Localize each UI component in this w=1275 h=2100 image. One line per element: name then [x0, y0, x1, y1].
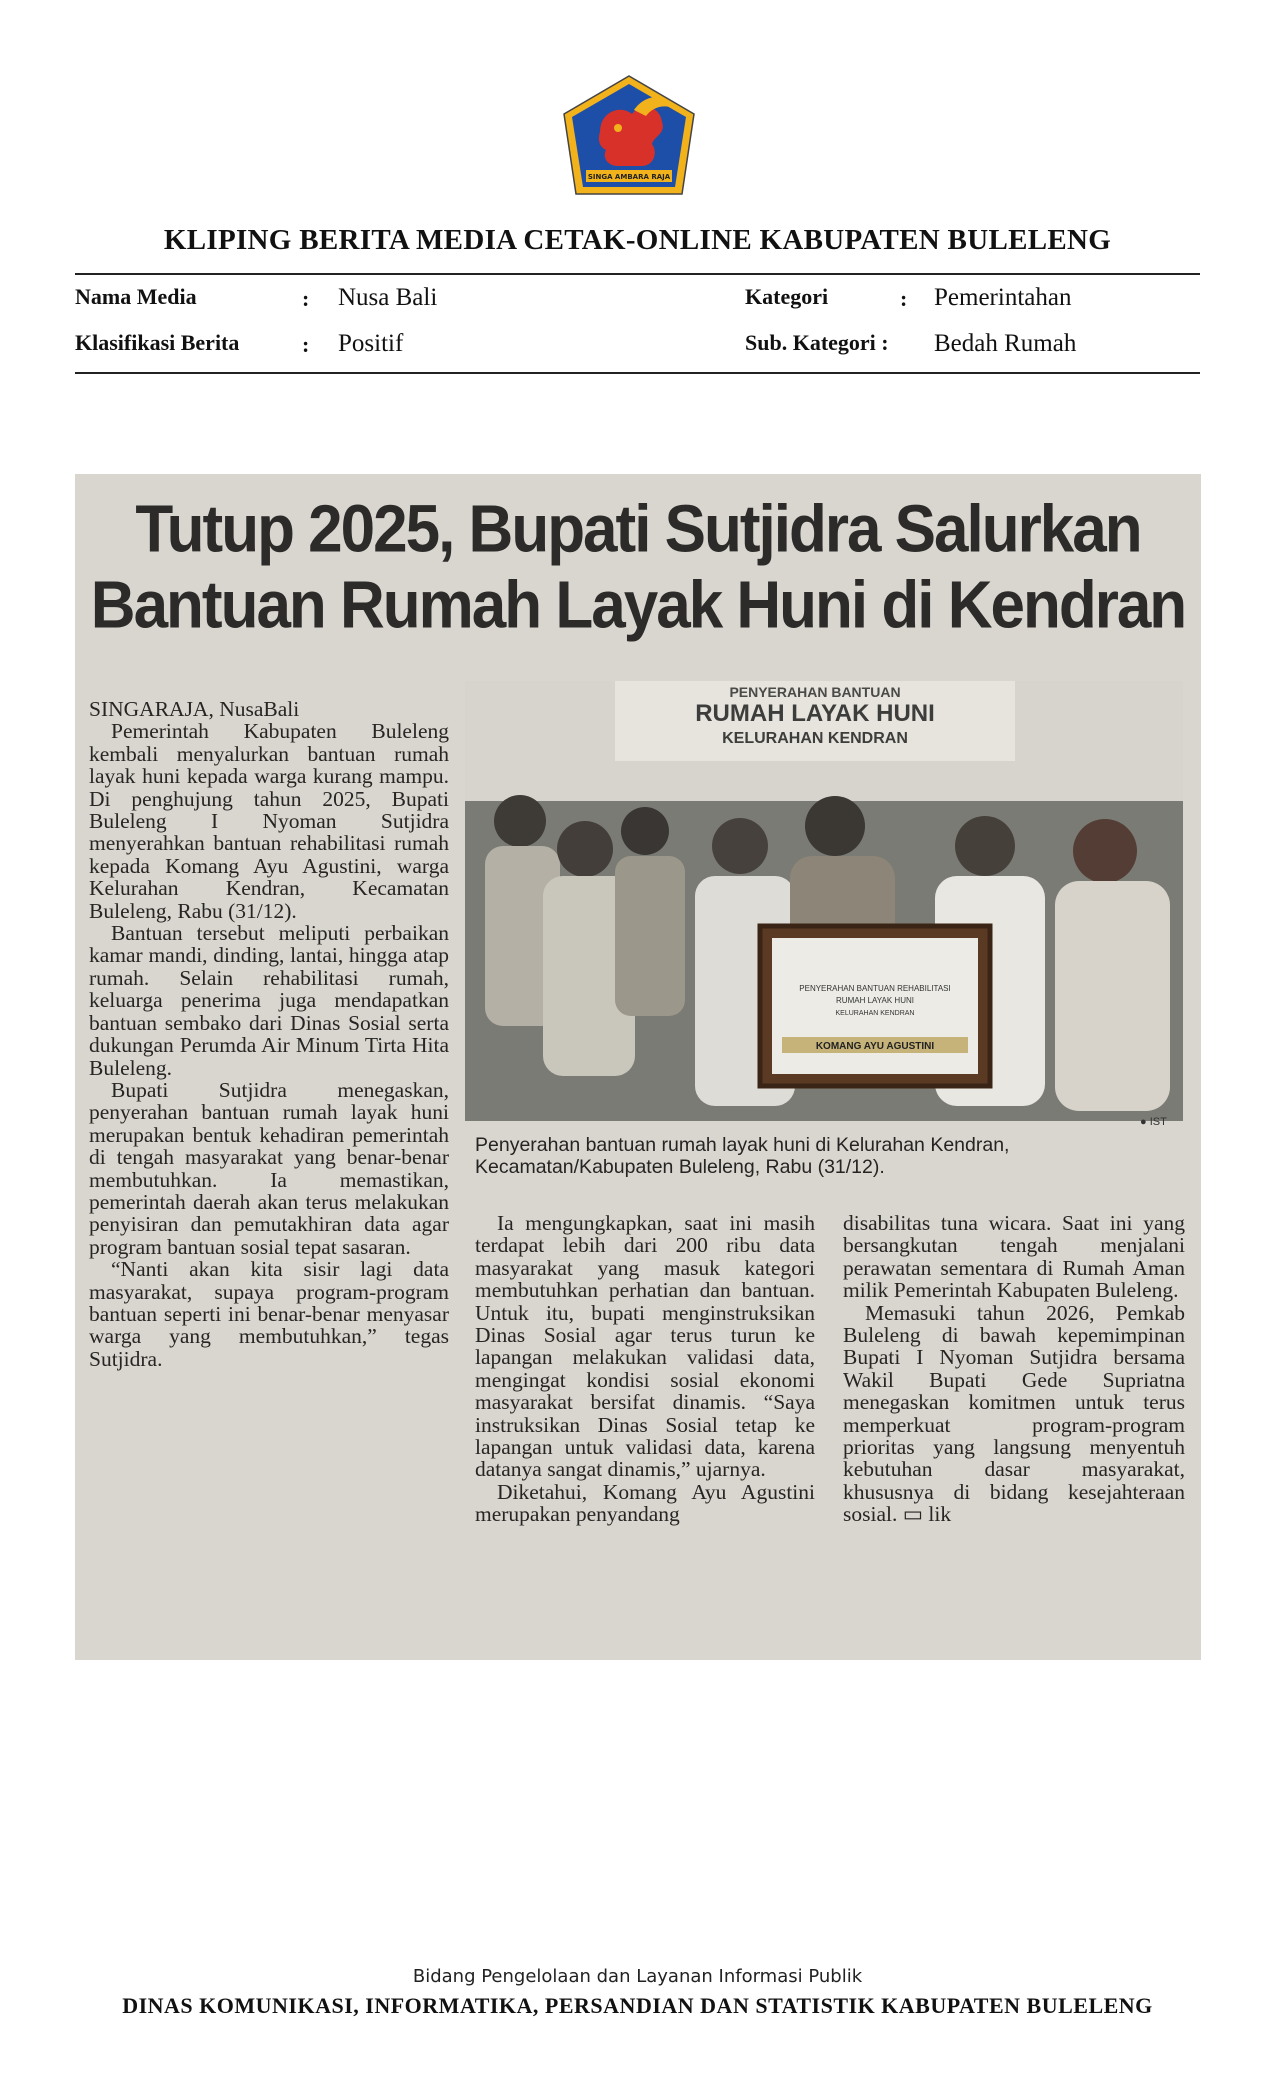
- headline-line-1: Tutup 2025, Bupati Sutjidra Salurkan: [135, 492, 1141, 567]
- regency-crest-logo: [562, 74, 696, 198]
- klasifikasi-colon: :: [302, 332, 310, 357]
- footer-department: Bidang Pengelolaan dan Layanan Informasi Publik: [412, 1966, 863, 1987]
- paragraph: Diketahui, Komang Ayu Agustini merupakan penyandang: [475, 1479, 815, 1527]
- subkategori-value: Bedah Rumah: [934, 330, 1077, 357]
- article-photo: [465, 681, 1183, 1121]
- document-title: KLIPING BERITA MEDIA CETAK-ONLINE KABUPATEN BULELENG: [163, 224, 1112, 256]
- headline-line-2: Bantuan Rumah Layak Huni di Kendran: [90, 568, 1186, 643]
- kategori-value: Pemerintahan: [934, 284, 1072, 311]
- dateline: SINGARAJA, NusaBali: [89, 697, 300, 721]
- article-column-1: [89, 698, 449, 1370]
- paragraph: disabilitas tuna wicara. Saat ini yang bersangkutan tengah menjalani perawatan sementara di Rumah Aman milik Pemerintah Kabupaten Buleleng.: [843, 1211, 1185, 1303]
- media-label: Nama Media: [75, 284, 197, 309]
- klasifikasi-label: Klasifikasi Berita: [75, 330, 240, 355]
- plaque-name: KOMANG AYU AGUSTINI: [815, 1041, 935, 1052]
- banner-text-3: KELURAHAN KENDRAN: [722, 730, 908, 747]
- media-colon: :: [302, 286, 310, 311]
- plaque-text-3: KELURAHAN KENDRAN: [835, 1010, 915, 1017]
- banner-text-1: PENYERAHAN BANTUAN: [729, 684, 901, 700]
- article-column-3: [843, 1212, 1185, 1526]
- article-column-2: [475, 1212, 815, 1526]
- kategori-label: Kategori: [745, 284, 829, 309]
- paragraph: Ia mengungkapkan, saat ini masih terdapat lebih dari 200 ribu data masyarakat yang masuk kategori membutuhkan perhatian dan bantuan. Untuk itu, bupati menginstruksikan Dinas Sosial agar terus turun ke lapangan melakukan validasi data, mengingat kondisi sosial ekonomi masyarakat bersifat dinamis. “Saya instruksikan Dinas Sosial tetap ke lapangan untuk validasi data, karena datanya sangat dinamis,” ujarnya.: [475, 1211, 815, 1482]
- media-value: Nusa Bali: [338, 284, 438, 311]
- banner-text-2: RUMAH LAYAK HUNI: [695, 700, 935, 727]
- paragraph: “Nanti akan kita sisir lagi data masyarakat, supaya program-program bantuan seperti ini benar-benar menyasar warga yang membutuhkan,” tegas Sutjidra.: [89, 1257, 449, 1371]
- paragraph: Bantuan tersebut meliputi perbaikan kamar mandi, dinding, lantai, hingga atap rumah. Selain rehabilitasi rumah, keluarga penerima juga mendapatkan bantuan sembako dari Dinas Sosial serta dukungan Perumda Air Minum Tirta Hita Buleleng.: [89, 921, 449, 1080]
- kategori-colon: :: [900, 286, 908, 311]
- plaque-text-2: RUMAH LAYAK HUNI: [836, 996, 914, 1005]
- subkategori-label: Sub. Kategori :: [745, 330, 889, 355]
- paragraph: Pemerintah Kabupaten Buleleng kembali menyalurkan bantuan rumah layak huni kepada warga kurang mampu. Di penghujung tahun 2025, Bupati Buleleng I Nyoman Sutjidra menyerahkan bantuan rehabilitasi rumah kepada Komang Ayu Agustini, warga Kelurahan Kendran, Kecamatan Buleleng, Rabu (31/12).: [89, 719, 449, 923]
- paragraph: Memasuki tahun 2026, Pemkab Buleleng di bawah kepemimpinan Bupati I Nyoman Sutjidra bersama Wakil Bupati Gede Supriatna menegaskan komitmen untuk terus memperkuat program-program prioritas yang langsung menyentuh kebutuhan dasar masyarakat, khususnya di bidang kesejahteraan sosial. ▭ lik: [843, 1300, 1185, 1527]
- klasifikasi-value: Positif: [338, 330, 404, 357]
- photo-credit: ● IST: [1140, 1116, 1167, 1128]
- logo-text: SINGA AMBARA RAJA: [587, 173, 671, 181]
- newspaper-clipping: [75, 474, 1201, 1660]
- top-divider: [75, 273, 1200, 275]
- paragraph: Bupati Sutjidra menegaskan, penyerahan bantuan rumah layak huni merupakan bentuk kehadiran pemerintah di tengah masyarakat yang benar-benar membutuhkan. Ia memastikan, pemerintah daerah akan terus melakukan penyisiran dan pemutakhiran data agar program bantuan sosial tepat sasaran.: [89, 1077, 449, 1259]
- photo-caption: Penyerahan bantuan rumah layak huni di Kelurahan Kendran, Kecamatan/Kabupaten Buleleng, Rabu (31/12).: [475, 1134, 1010, 1178]
- footer-agency: DINAS KOMUNIKASI, INFORMATIKA, PERSANDIAN DAN STATISTIK KABUPATEN BULELENG: [122, 1993, 1153, 2018]
- bottom-divider: [75, 372, 1200, 374]
- plaque-text-1: PENYERAHAN BANTUAN REHABILITASI: [799, 984, 951, 993]
